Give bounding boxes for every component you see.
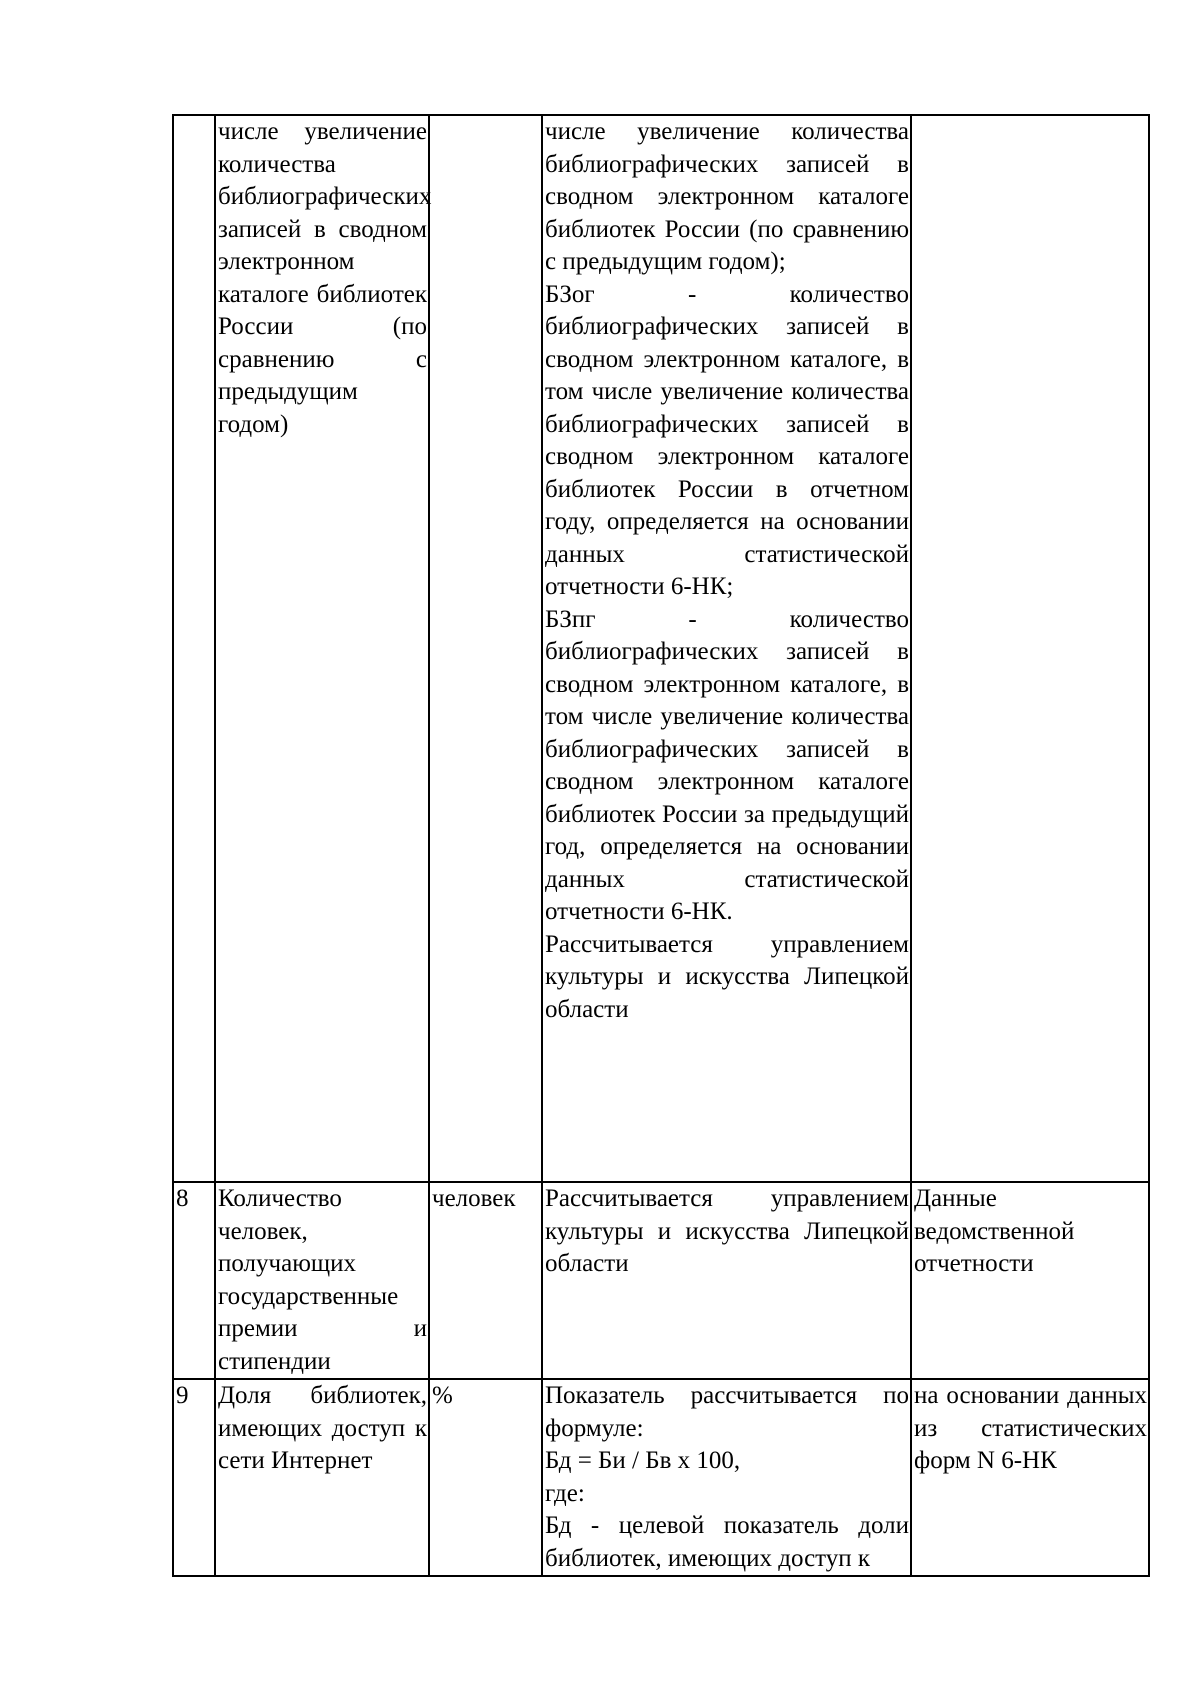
unit-cell	[429, 115, 542, 1182]
method-paragraph: Рассчитывается управлением культуры и искусства Липецкой области	[545, 930, 909, 1023]
unit-cell: человек	[429, 1182, 542, 1379]
method-paragraph: где:	[545, 1479, 585, 1507]
method-paragraph: БЗог - количество библиографических записей в сводном электронном каталоге, в том числе увеличение количества библиографических записей в сводном электронном каталоге библиотек России в отчетном году, определяется на основании данных статистической отчетности 6-НК;	[545, 280, 909, 600]
method-paragraph: Бд - целевой показатель доли библиотек, имеющих доступ к	[545, 1512, 909, 1572]
source-cell: на основании данных из статистических форм N 6-НК	[911, 1379, 1149, 1576]
indicator-cell: Доля библиотек, имеющих доступ к сети Интернет	[215, 1379, 429, 1576]
method-paragraph: Показатель рассчитывается по формуле:	[545, 1382, 909, 1442]
indicator-cell: числе увеличение количества библиографических записей в сводном электронном каталоге библиотек России (по сравнению с предыдущим годом)	[215, 115, 429, 1182]
row-number-cell	[173, 115, 215, 1182]
method-cell	[542, 115, 911, 1182]
row-number-cell: 9	[173, 1379, 215, 1576]
method-cell	[542, 1379, 911, 1576]
method-paragraph: Бд = Би / Бв x 100,	[545, 1447, 741, 1474]
indicator-cell: Количество человек, получающих государственные премии и стипендии	[215, 1182, 429, 1379]
source-cell: Данные ведомственной отчетности	[911, 1182, 1149, 1379]
document-table	[172, 114, 1150, 1577]
source-cell	[911, 115, 1149, 1182]
table-row	[173, 115, 1149, 1182]
row-number-cell: 8	[173, 1182, 215, 1379]
method-cell	[542, 1182, 911, 1379]
method-paragraph: Рассчитывается управлением культуры и искусства Липецкой области	[545, 1185, 909, 1277]
method-paragraph: числе увеличение количества библиографических записей в сводном электронном каталоге библиотек России (по сравнению с предыдущим годом);	[545, 118, 909, 275]
unit-cell: %	[429, 1379, 542, 1576]
table-row	[173, 1182, 1149, 1379]
method-paragraph: БЗпг - количество библиографических записей в сводном электронном каталоге, в том числе увеличение количества библиографических записей в сводном электронном каталоге библиотек России за предыдущий год, определяется на основании данных статистической отчетности 6-НК.	[545, 605, 909, 925]
table-row	[173, 1379, 1149, 1576]
